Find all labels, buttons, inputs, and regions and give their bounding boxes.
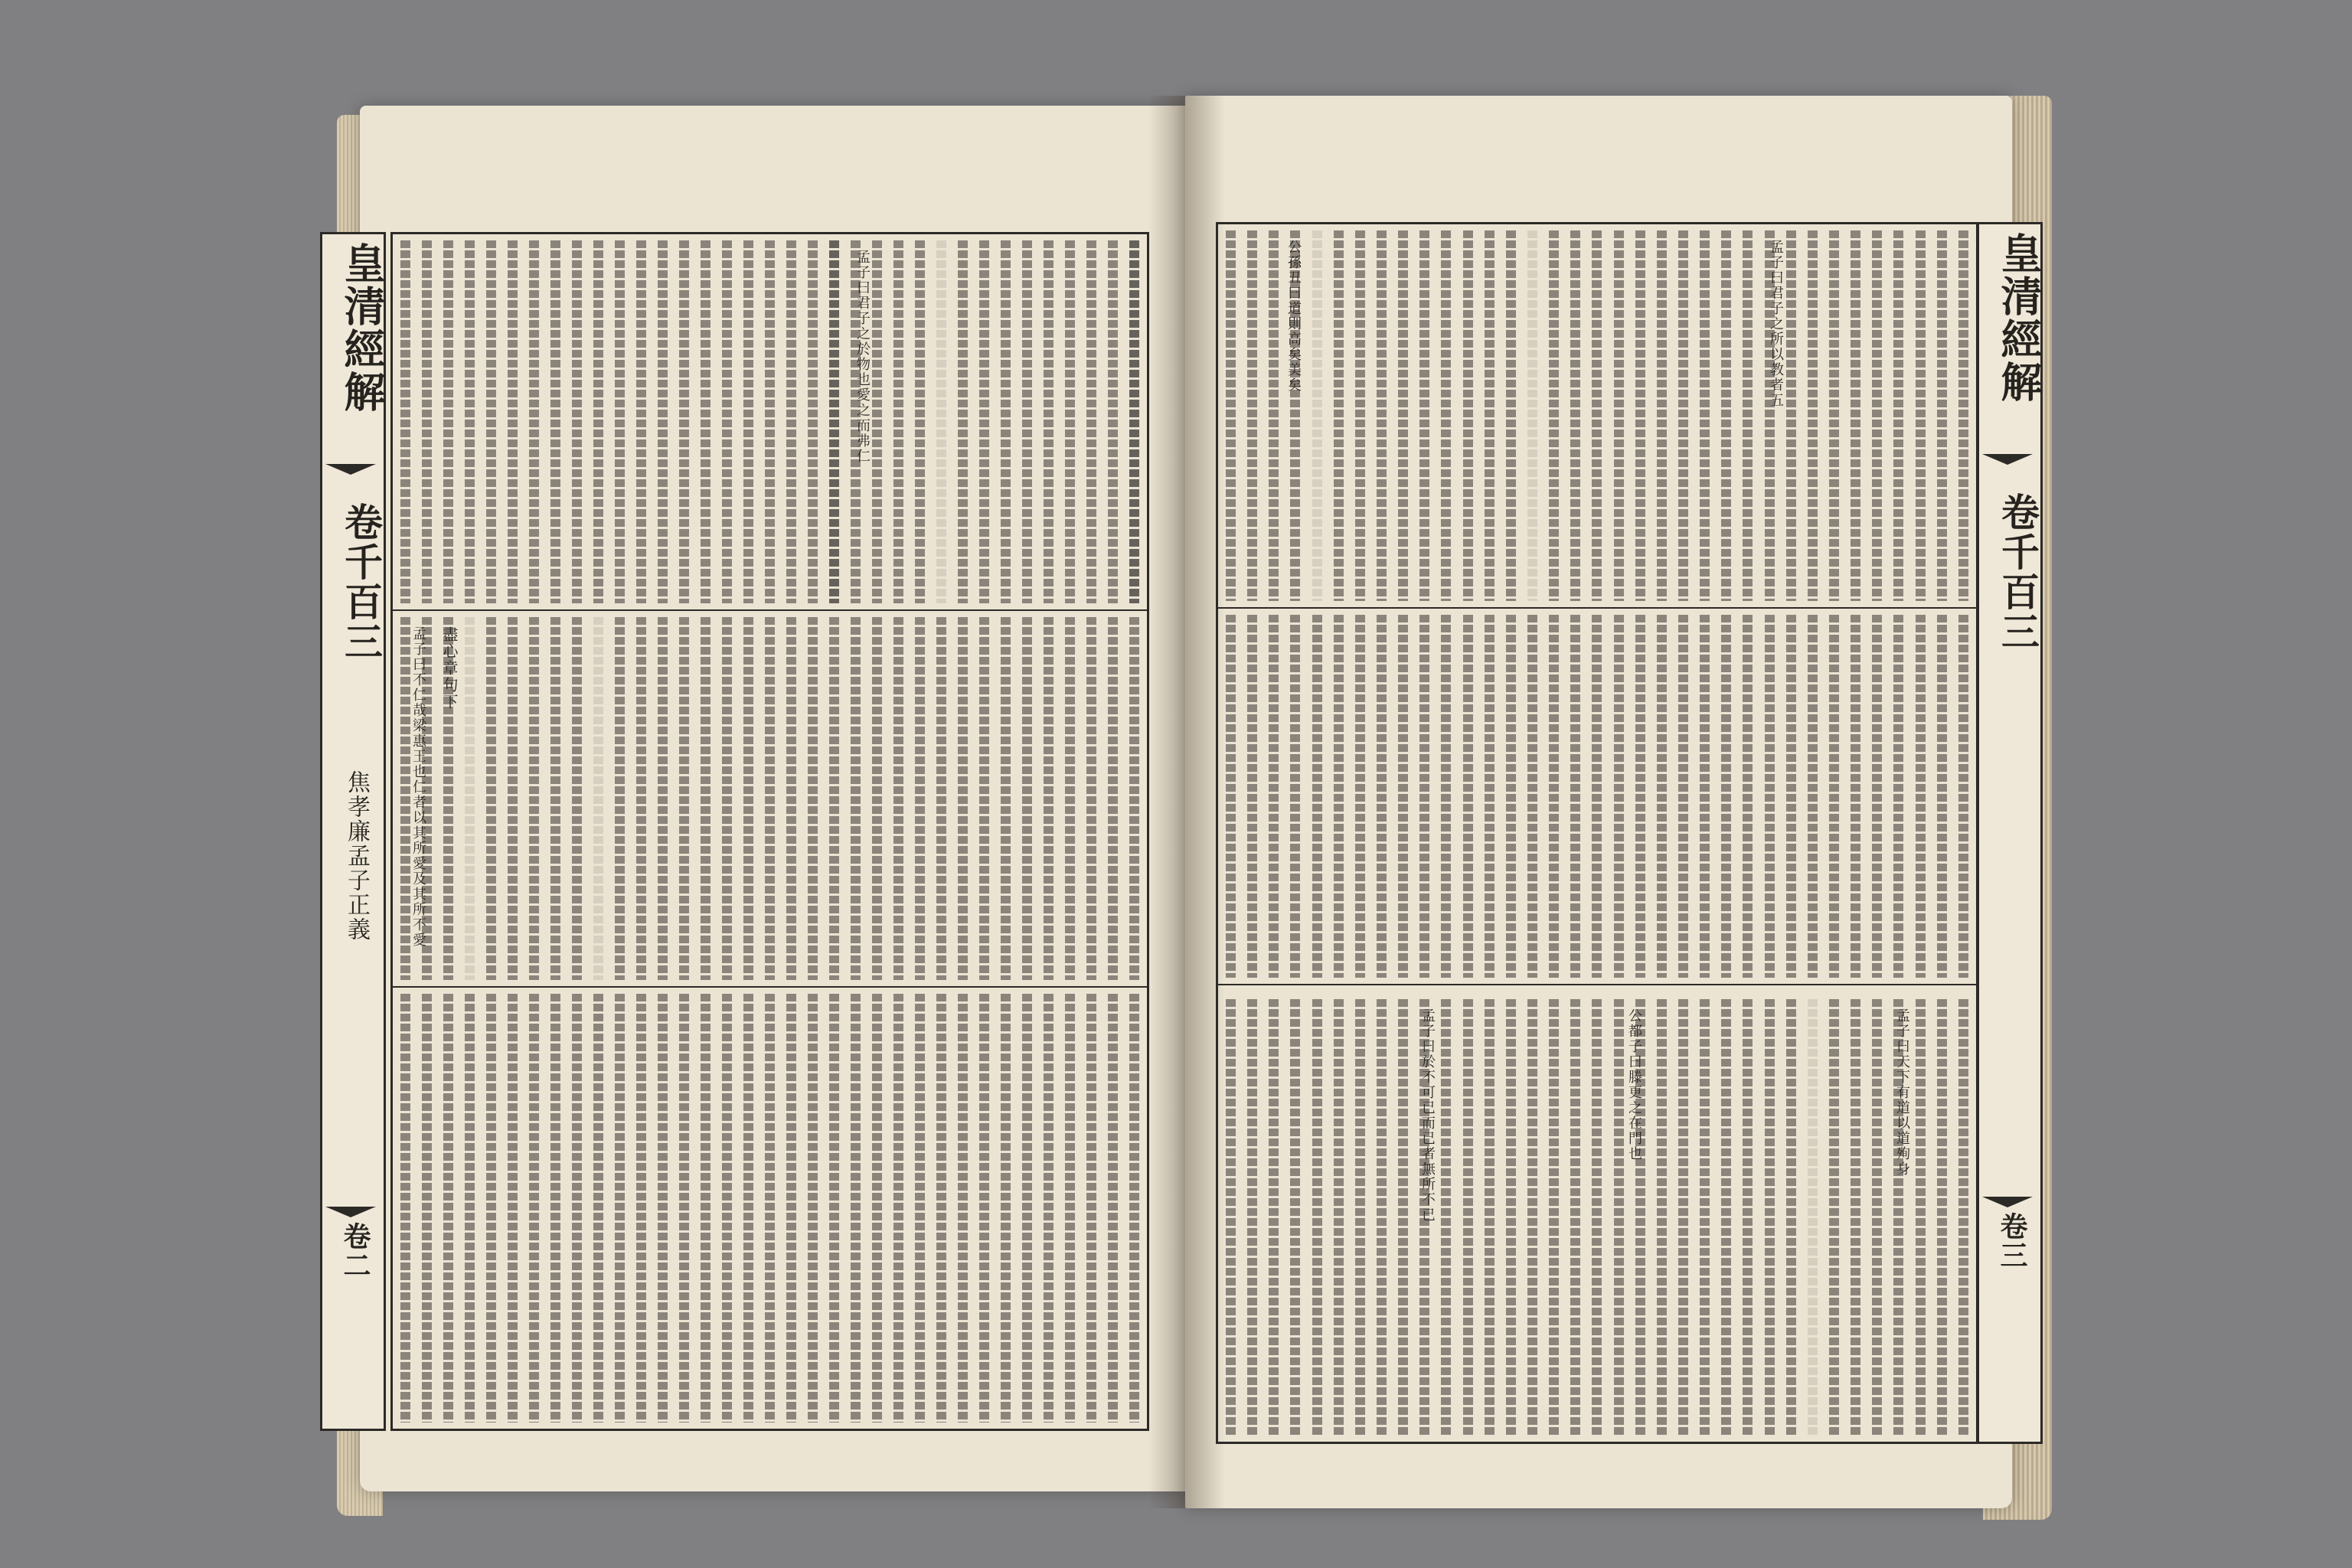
text-columns — [400, 617, 1139, 980]
fishtail-ornament — [325, 1207, 376, 1217]
section-heading: 孟子曰君子之於物也愛之而弗仁 — [854, 250, 871, 464]
text-columns — [400, 240, 1139, 603]
text-columns — [1226, 999, 1968, 1436]
fishtail-ornament — [1982, 454, 2033, 465]
section-heading: 孟子曰天下有道以道殉身 — [1894, 1008, 1910, 1177]
section-heading: 公都子曰滕更之在門也 — [1626, 1008, 1642, 1161]
section-heading: 公孫丑曰道則高矣美矣 — [1285, 240, 1302, 393]
left-register-top — [393, 234, 1147, 611]
right-page — [1185, 96, 2043, 1508]
fishtail-ornament — [325, 464, 376, 475]
text-columns — [1226, 230, 1968, 601]
left-register-bottom — [393, 988, 1147, 1429]
right-register-bottom — [1218, 993, 1976, 1442]
left-text-frame — [390, 232, 1149, 1431]
chapter-heading: 盡心章句下 — [440, 626, 459, 710]
fishtail-ornament — [1982, 1197, 2033, 1207]
right-spine-volume: 卷千百三 — [1995, 492, 2040, 652]
left-spine-title: 皇清經解 — [338, 242, 387, 413]
left-register-middle — [393, 611, 1147, 988]
right-spine-title: 皇清經解 — [1994, 232, 2043, 403]
text-columns — [400, 994, 1139, 1423]
section-heading: 孟子曰君子之所以教者五 — [1768, 240, 1784, 408]
right-spine-strip — [1977, 222, 2043, 1444]
book-gutter — [1148, 96, 1225, 1508]
right-spine-page-number: 卷三 — [1996, 1212, 2028, 1270]
left-spine-strip — [320, 232, 386, 1431]
section-heading: 孟子曰不仁哉梁惠王也仁者以其所愛及其所不愛 — [410, 626, 426, 948]
right-text-frame — [1216, 222, 1978, 1444]
right-register-middle — [1218, 609, 1976, 985]
text-columns — [1226, 615, 1968, 978]
left-spine-author: 焦孝廉孟子正義 — [343, 770, 370, 942]
right-register-top — [1218, 224, 1976, 609]
left-page — [338, 106, 1187, 1491]
section-heading: 孟子曰於不可已而已者無所不已 — [1419, 1008, 1436, 1223]
left-spine-page-number: 卷二 — [339, 1222, 371, 1280]
left-spine-volume: 卷千百三 — [338, 502, 384, 662]
